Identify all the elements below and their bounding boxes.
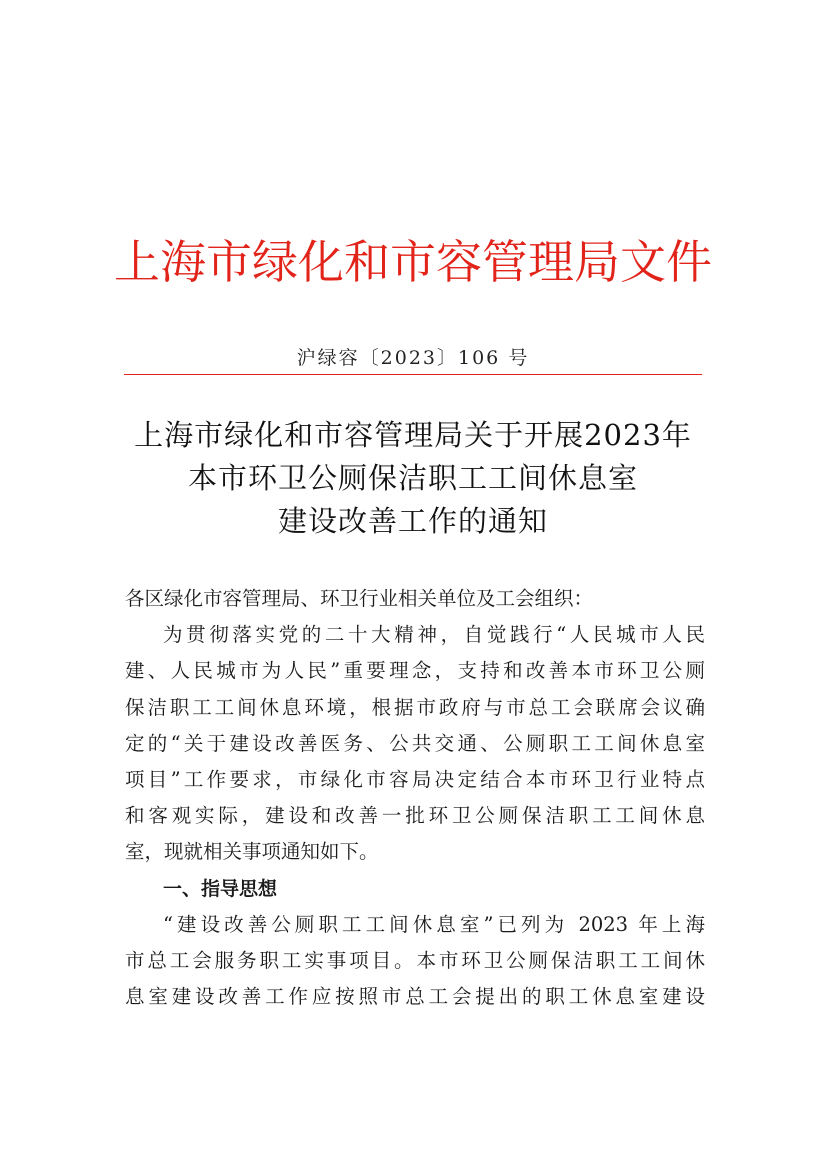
paragraph-1-line: 项目”工作要求，市绿化市容局决定结合本市环卫行业特点 [125,767,705,791]
issuing-authority-header: 上海市绿化和市容管理局文件 [114,235,712,289]
document-body [125,581,705,1015]
paragraph-1-line: 定的“关于建设改善医务、公共交通、公厕职工工间休息室 [125,731,705,755]
notice-title-line-1: 上海市绿化和市容管理局关于开展2023年 [134,418,692,452]
document-number: 沪绿容〔2023〕106 号 [296,347,530,369]
notice-title-line-3: 建设改善工作的通知 [277,504,548,538]
paragraph-2-line: “建设改善公厕职工工间休息室”已列为 2023 年上海 [163,912,705,936]
paragraph-1-line: 和客观实际，建设和改善一批环卫公厕保洁职工工间休息 [125,804,705,828]
red-separator-line [124,374,702,375]
paragraph-1-line: 室，现就相关事项通知如下。 [125,840,379,864]
section-heading: 一、指导思想 [163,877,278,900]
addressee-line: 各区绿化市容管理局、环卫行业相关单位及工会组织： [125,587,594,610]
paragraph-2-line: 息室建设改善工作应按照市总工会提出的职工休息室建设 [125,985,705,1009]
paragraph-1-line: 保洁职工工间休息环境，根据市政府与市总工会联席会议确 [125,695,705,719]
paragraph-2-line: 市总工会服务职工实事项目。本市环卫公厕保洁职工工间休 [125,948,705,972]
notice-title-line-2: 本市环卫公厕保洁职工工间休息室 [187,461,638,495]
notice-title [0,414,826,543]
paragraph-1-line: 为贯彻落实党的二十大精神，自觉践行“人民城市人民 [163,623,705,647]
paragraph-1-line: 建、人民城市为人民”重要理念，支持和改善本市环卫公厕 [125,659,705,683]
